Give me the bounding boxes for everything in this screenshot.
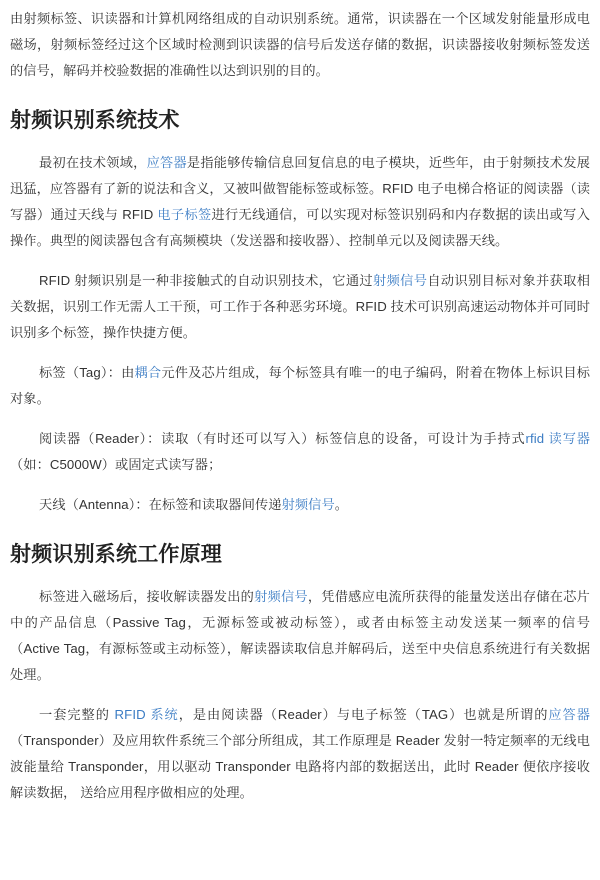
heading-rfid-working-principle: 射频识别系统工作原理 <box>10 543 222 566</box>
inline-link[interactable]: 射频信号 <box>254 589 308 604</box>
paragraph-rfid-definition <box>10 268 590 346</box>
text-run: （如：C5000W）或固定式读写器； <box>10 457 222 472</box>
text-run: 元件及芯片组成，每个标签具有唯一的电子编码，附着在物体上标识目标对象。 <box>10 365 591 406</box>
text-run: 一套完整的 <box>39 707 115 722</box>
inline-link[interactable]: 电子标签 <box>157 207 212 222</box>
text-run: （Transponder）及应用软件系统三个部分所组成，其工作原理是 Reader 发射一特定频率的无线电波能量给 Transponder，用以驱动 Transponder 电路将内部的数据送出，此时 Reader 便依序接收解读数据， 送给应用程序做相应的处理。 <box>10 733 590 800</box>
text-run: RFID 射频识别是一种非接触式的自动识别技术，它通过 <box>39 273 373 288</box>
paragraph-tag <box>10 360 590 412</box>
inline-link[interactable]: 射频信号 <box>373 273 428 288</box>
text-run: 阅读器（Reader）：读取（有时还可以写入）标签信息的设备，可设计为手持式 <box>39 431 526 446</box>
text-run: 标签进入磁场后，接收解读器发出的 <box>39 589 255 604</box>
inline-link[interactable]: 应答器 <box>146 155 187 170</box>
text-run: 最初在技术领域， <box>39 155 147 170</box>
text-run: 是指能够传输信息回复信息的电子模块，近些年，由于射频技术发展迅猛，应答器有了新的说法和含义，又被叫做智能标签或标签。RFID 电子电梯合格证的阅读器（读写器）通过天线与 RFID <box>10 155 590 222</box>
paragraph-intro <box>10 6 590 84</box>
paragraph-antenna <box>10 492 590 518</box>
text-run: 天线（Antenna）：在标签和读取器间传递 <box>39 497 282 512</box>
paragraph-transponder-module <box>10 150 590 254</box>
document-content <box>10 6 590 806</box>
text-run: 进行无线通信，可以实现对标签识别码和内存数据的读出或写入操作。典型的阅读器包含有高频模块（发送器和接收器）、控制单元以及阅读器天线。 <box>10 207 590 248</box>
text-run: 由射频标签、识读器和计算机网络组成的自动识别系统。通常，识读器在一个区域发射能量形成电磁场，射频标签经过这个区域时检测到识读器的信号后发送存储的数据，识读器接收射频标签发送的信号，解码并校验数据的准确性以达到识别的目的。 <box>10 11 590 78</box>
paragraph-reader <box>10 426 590 478</box>
text-run: ，是由阅读器（Reader）与电子标签（TAG）也就是所谓的 <box>178 707 549 722</box>
inline-link[interactable]: 射频信号 <box>281 497 335 512</box>
paragraph-complete-rfid-system <box>10 702 590 806</box>
text-run: 标签（Tag）：由 <box>39 365 135 380</box>
text-run: 。 <box>334 497 349 512</box>
text-run: ，凭借感应电流所获得的能量发送出存储在芯片中的产品信息（Passive Tag，无源标签或被动标签），或者由标签主动发送某一频率的信号（Active Tag，有源标签或主动标签），解读器读取信息并解码后，送至中央信息系统进行有关数据处理。 <box>10 589 590 682</box>
text-run: 自动识别目标对象并获取相关数据，识别工作无需人工干预，可工作于各种恶劣环境。RFID 技术可识别高速运动物体并可同时识别多个标签，操作快捷方便。 <box>10 273 590 340</box>
inline-link[interactable]: RFID 系统 <box>114 707 179 722</box>
inline-link[interactable]: 应答器 <box>548 707 591 722</box>
inline-link[interactable]: rfid 读写器 <box>525 431 590 446</box>
heading-rfid-system-technology: 射频识别系统技术 <box>10 109 180 132</box>
inline-link[interactable]: 耦合 <box>134 365 162 380</box>
paragraph-magnetic-field <box>10 584 590 688</box>
